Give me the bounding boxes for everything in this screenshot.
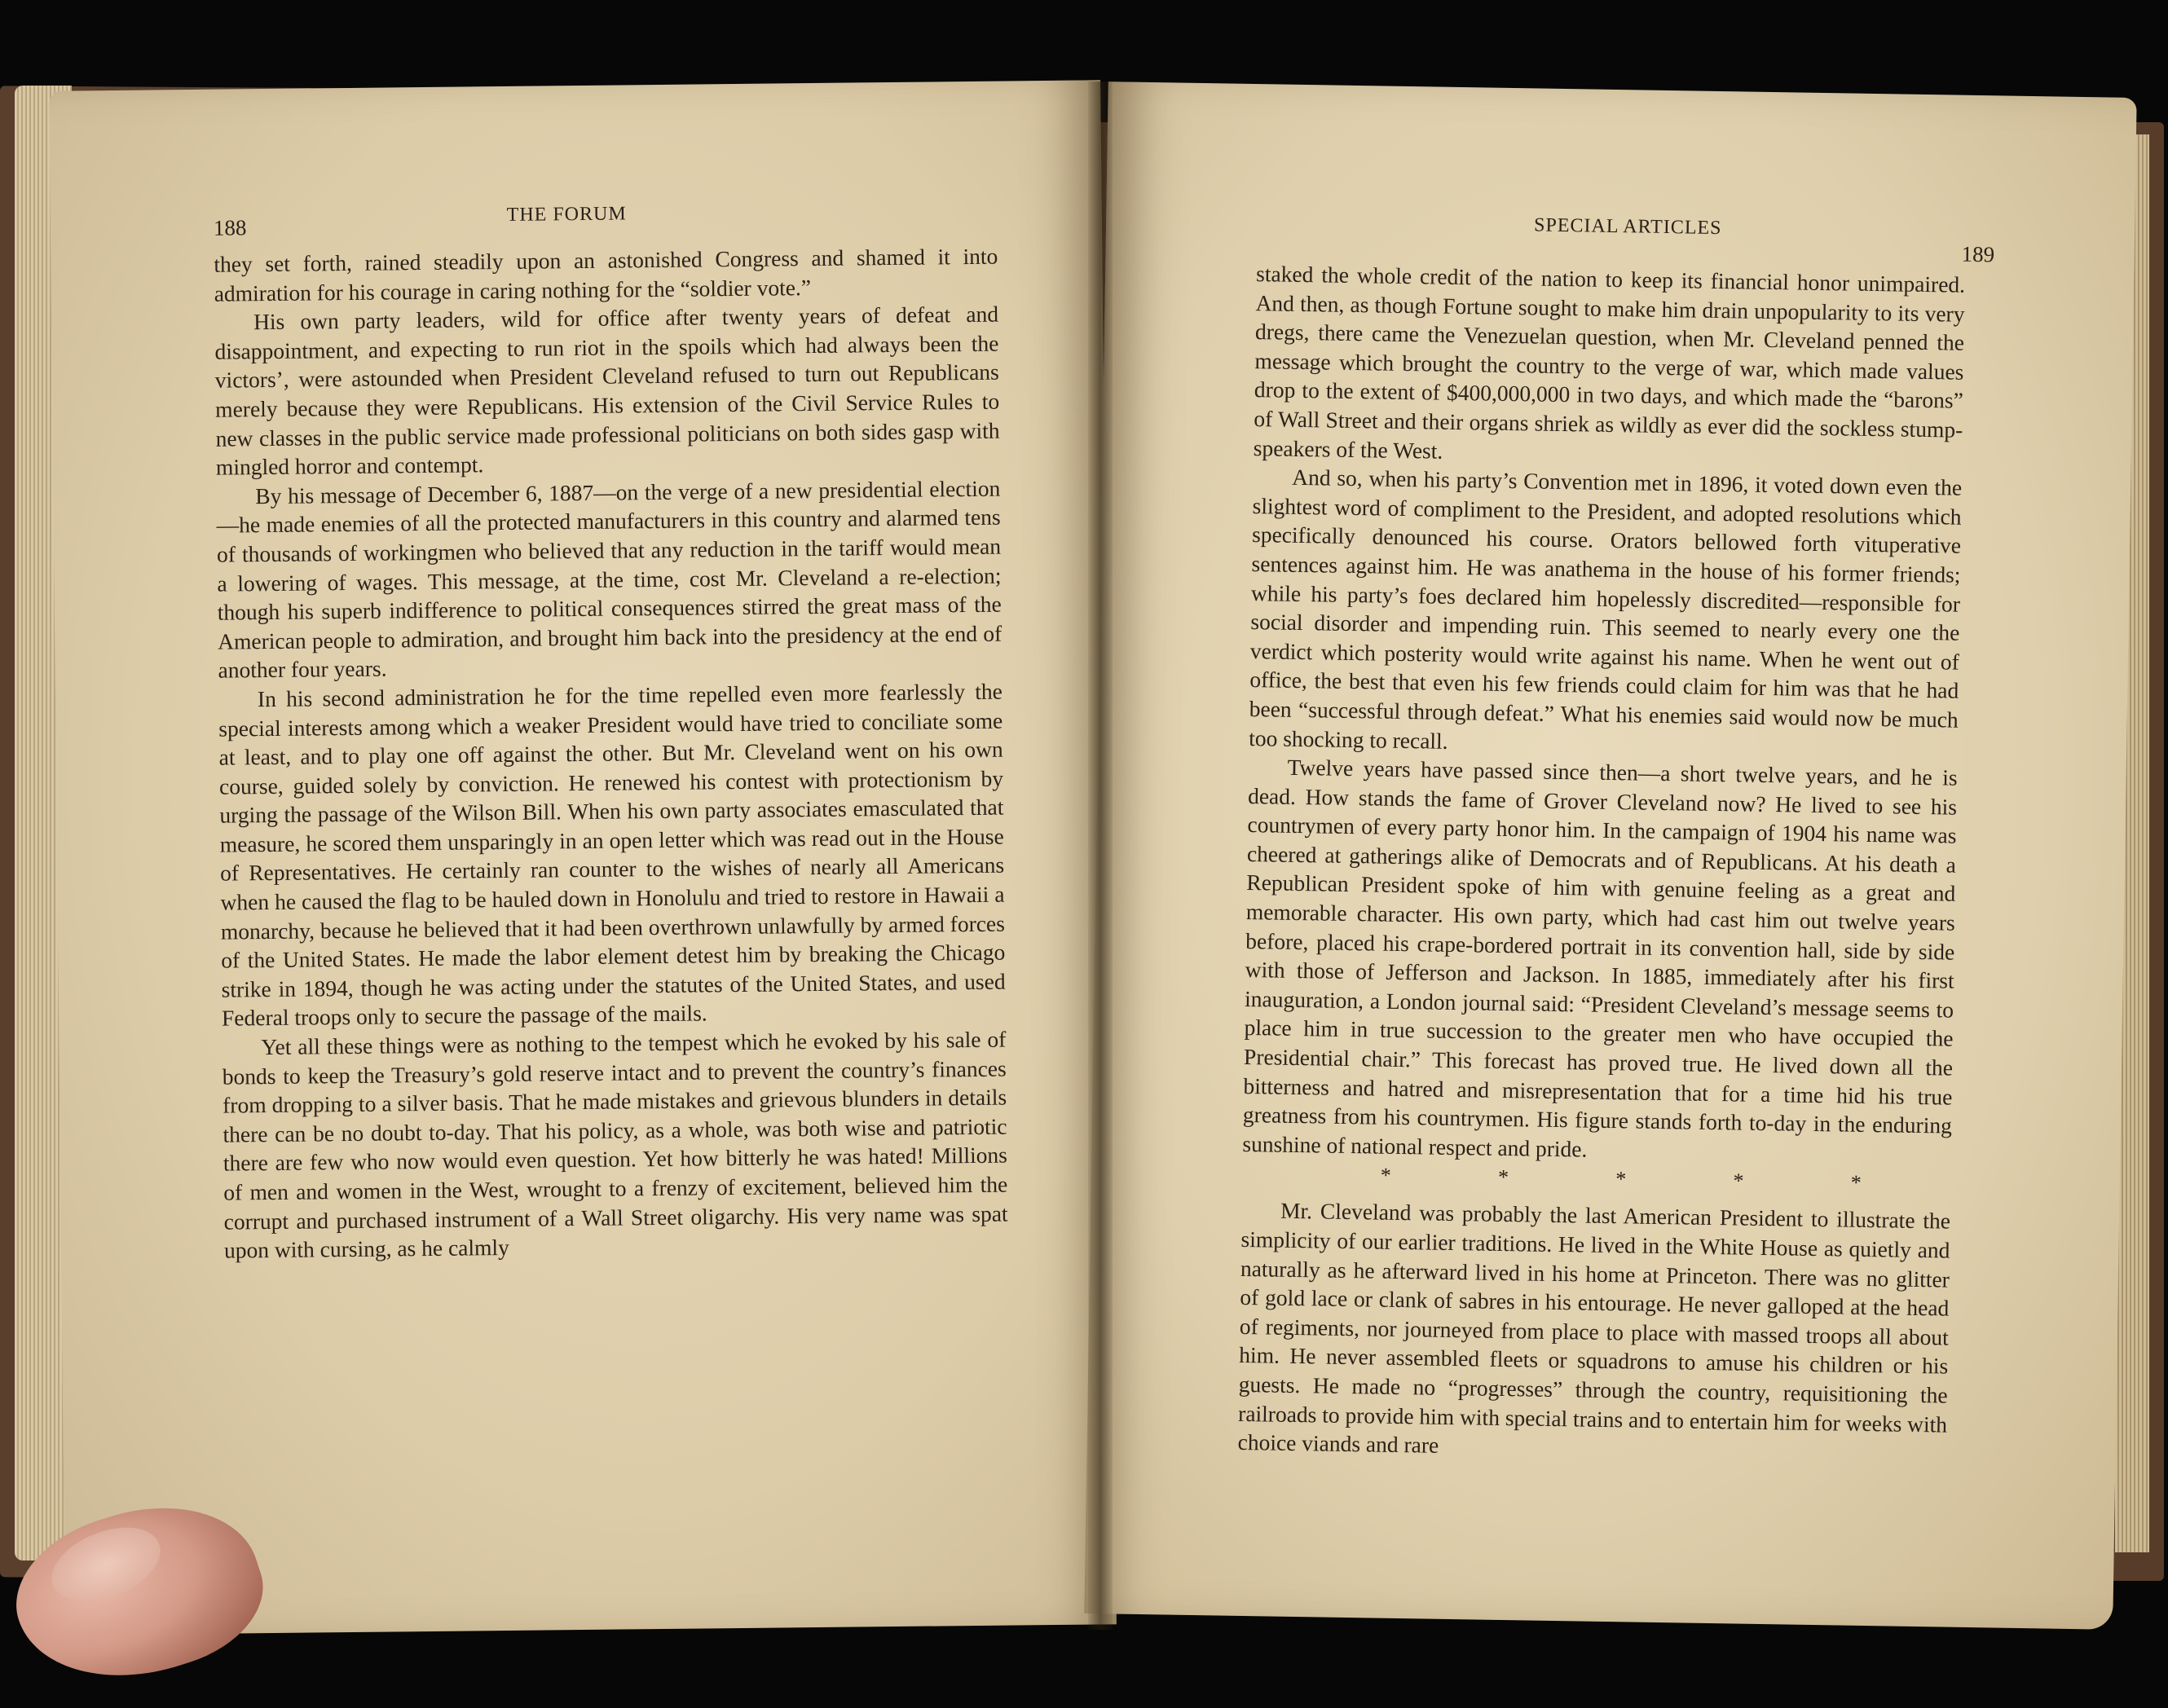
- paragraph: In his second administration he for the time repelled even more fearlessly the special interests among which a weaker President would have tried to conciliate some at least, and to play one off against the other. But Mr. Cleveland went on his own course, guided solely by conviction. He renewed his contest with protectionism by urging the passage of the Wilson Bill. When his own party associates emasculated that measure, he scored them unsparingly in an open letter which was read out in the House of Representatives. He certainly ran counter to the wishes of nearly all Americans when he caused the flag to be hauled down in Honolulu and tried to restore in Hawaii a monarchy, because he believed that it had been overthrown unlawfully by armed forces of the United States. He made the labor element detest him by breaking the Chicago strike in 1894, though he was acting under the statutes of the United States, and used Federal troops only to secure the passage of the mails.: [218, 678, 1006, 1032]
- page-number-right: 189: [1961, 241, 1995, 267]
- section-break-star: *: [1380, 1164, 1392, 1188]
- left-page-text: [214, 242, 1008, 1266]
- paragraph: His own party leaders, wild for office after twenty years of defeat and disappointment, and expecting to run riot in the spoils which had always been the victors’, were astounded when President Cleveland refused to turn out Republicans merely because they were Republicans. His extension of the Civil Service Rules to new classes in the public service made professional politicians on both sides gasp with mingled horror and contempt.: [214, 301, 1000, 480]
- page-number-left: 188: [213, 215, 247, 240]
- section-break-star: *: [1850, 1171, 1862, 1195]
- section-break-star: *: [1733, 1169, 1744, 1194]
- running-head-left: THE FORUM: [506, 203, 627, 226]
- running-head-right: SPECIAL ARTICLES: [1533, 214, 1722, 240]
- book-gutter: [1088, 81, 1113, 1630]
- right-page-text: [1237, 259, 1965, 1468]
- paragraph: Mr. Cleveland was probably the last American President to illustrate the simplicity of our earlier traditions. He lived in the White House as quietly and naturally as he afterward lived in his home at Princeton. There was no glitter of gold lace or clank of sabres in his entourage. He never galloped at the head of regiments, nor journeyed from place to place with massed troops all about him. He never assembled fleets or squadrons to amuse his children or his guests. He made no “progresses” through the country, requisitioning the railroads to provide him with special trains and to entertain him for weeks with choice viands and rare: [1237, 1198, 1951, 1458]
- right-page: [1084, 81, 2136, 1630]
- section-break: [1381, 1164, 1862, 1195]
- paragraph: Twelve years have passed since then—a short twelve years, and he is dead. How stands the fame of Grover Cleveland now? He lived to see his countrymen of every party honor him. In the campaign of 1904 his name was cheered at gatherings alike of Democrats and of Republicans. At his death a Republican President spoke of him with genuine feeling as a great and memorable character. His own party, which had cast him out twelve years before, placed his crape-bordered portrait in its convention hall, side by side with those of Jefferson and Jackson. In 1885, immediately after his first inauguration, a London journal said: “President Cleveland’s message seems to place him in true succession to the greater men who have occupied the Presidential chair.” This forecast has proved true. He lived down all the bitterness and hatred and misrepresentation that for a time hid his true greatness from his countrymen. His figure stands forth to-day in the enduring sunshine of national respect and pride.: [1242, 754, 1958, 1162]
- paragraph: And so, when his party’s Convention met in 1896, it voted down even the slightest word of compliment to the President, and adopted resolutions which specifically denounced his course. Orators bellowed forth vituperative sentences against him. He was anathema in the house of his former friends; while his party’s foes declared him hopelessly discredited—responsible for social disorder and impending ruin. This seemed to nearly every one the verdict which posterity would write against his name. When he went out of office, the best that even his few friends could claim for him was that he had been “successful through defeat.” What his enemies said would now be much too shocking to recall.: [1248, 464, 1963, 754]
- section-break-star: *: [1615, 1167, 1627, 1191]
- left-page: [49, 80, 1117, 1635]
- section-break-star: *: [1497, 1165, 1509, 1190]
- paragraph: Yet all these things were as nothing to the tempest which he evoked by his sale of bonds to keep the Treasury’s gold reserve intact and to prevent the country’s finances from dropping to a silver basis. That he made mistakes and grievous blunders in details there can be no doubt to-day. That his policy, as a whole, was both wise and patriotic there are few who now would even question. Yet how bitterly he was hated! Millions of men and women in the West, wrought to a frenzy of excitement, believed him the corrupt and purchased instrument of a Wall Street oligarchy. His very name was spat upon with cursing, as he calmly: [222, 1026, 1008, 1263]
- paragraph: By his message of December 6, 1887—on the verge of a new presidential election—he made enemies of all the protected manufacturers in this country and alarmed tens of thousands of workingmen who believed that any reduction in the tariff would mean a lowering of wages. This message, at the time, cost Mr. Cleveland a re-election; though his superb indifference to political consequences stirred the great mass of the American people to admiration, and brought him back into the presidency at the end of another four years.: [216, 475, 1002, 683]
- paragraph: staked the whole credit of the nation to keep its financial honor unimpaired. And then, as though Fortune sought to make him drain unpopularity to its very dregs, there came the Venezuelan question, when Mr. Cleveland penned the message which brought the country to the verge of war, which made values drop to the extent of $400,000,000 in two days, and which made the “barons” of Wall Street and their organs shriek as wildly as ever did the sockless stump-speakers of the West.: [1253, 261, 1966, 464]
- paragraph: they set forth, rained steadily upon an astonished Congress and shamed it into admiration for his courage in caring nothing for the “soldier vote.”: [214, 243, 998, 306]
